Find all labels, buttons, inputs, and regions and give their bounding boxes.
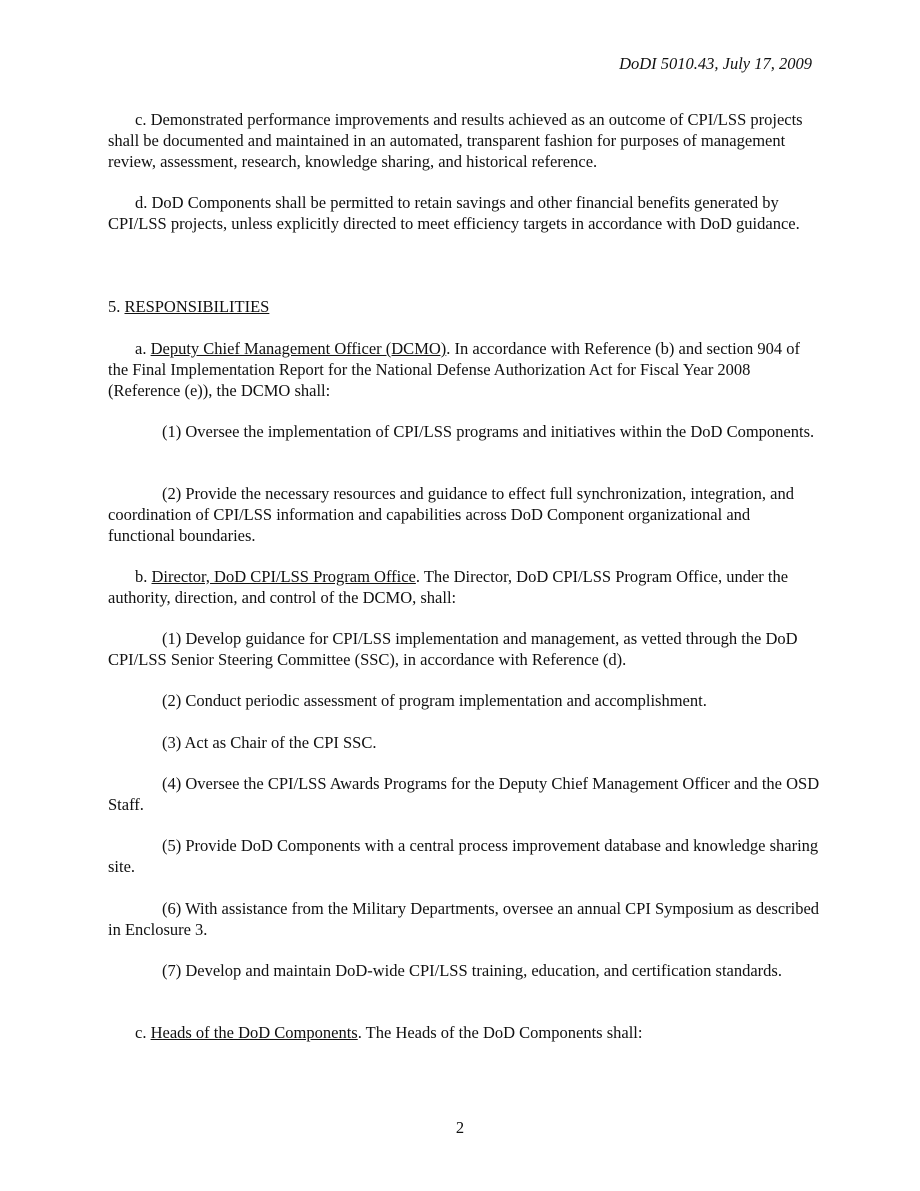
item-prefix: b. <box>135 567 152 586</box>
item-5b-2: (2) Conduct periodic assessment of program implementation and accomplishment. <box>162 691 707 710</box>
item-prefix: c. <box>135 1023 151 1042</box>
section-title: RESPONSIBILITIES <box>124 297 270 316</box>
section-number: 5. <box>108 297 125 316</box>
paragraph-5a-text: . In accordance with Reference (b) and section 904 of the Final Implementation Report for the National Defense Authorization Act for Fiscal Year 2008 (Reference (e)), the DCMO shall: <box>108 339 800 400</box>
paragraph-5b-text: . The Director, DoD CPI/LSS Program Office, under the authority, direction, and control of the DCMO, shall: <box>108 567 789 607</box>
paragraph-5b <box>108 567 820 609</box>
item-5b-7: (7) Develop and maintain DoD-wide CPI/LSS training, education, and certification standards. <box>162 961 782 980</box>
item-5b-4: (4) Oversee the CPI/LSS Awards Programs for the Deputy Chief Management Officer and the OSD Staff. <box>108 774 820 814</box>
paragraph-5a-title: Deputy Chief Management Officer (DCMO) <box>150 339 447 358</box>
paragraph-5c-text: . The Heads of the DoD Components shall: <box>357 1023 643 1042</box>
paragraph-4d: d. DoD Components shall be permitted to retain savings and other financial benefits generated by CPI/LSS projects, unless explicitly directed to meet efficiency targets in accordance with DoD guidance. <box>108 193 800 233</box>
item-5a-2: (2) Provide the necessary resources and guidance to effect full synchronization, integration, and coordination of CPI/LSS information and capabilities across DoD Component organizational and functional boundaries. <box>108 484 794 545</box>
item-5b-1: (1) Develop guidance for CPI/LSS implementation and management, as vetted through the DoD CPI/LSS Senior Steering Committee (SSC), in accordance with Reference (d). <box>108 629 798 669</box>
item-prefix: a. <box>135 339 151 358</box>
running-header: DoDI 5010.43, July 17, 2009 <box>619 54 812 73</box>
item-5b-3: (3) Act as Chair of the CPI SSC. <box>162 733 377 752</box>
paragraph-5c <box>108 1023 820 1044</box>
section-5-heading <box>108 297 820 318</box>
item-5b-6: (6) With assistance from the Military Departments, oversee an annual CPI Symposium as described in Enclosure 3. <box>108 899 820 939</box>
page-number: 2 <box>455 1118 465 1137</box>
item-5a-1: (1) Oversee the implementation of CPI/LSS programs and initiatives within the DoD Components. <box>162 422 815 441</box>
paragraph-4c: c. Demonstrated performance improvements and results achieved as an outcome of CPI/LSS projects shall be documented and maintained in an automated, transparent fashion for purposes of management review, assessment, research, knowledge sharing, and historical reference. <box>108 110 803 171</box>
paragraph-5c-title: Heads of the DoD Components <box>150 1023 358 1042</box>
paragraph-5a <box>108 339 820 401</box>
item-5b-5: (5) Provide DoD Components with a central process improvement database and knowledge sharing site. <box>108 836 819 876</box>
paragraph-5b-title: Director, DoD CPI/LSS Program Office <box>151 567 416 586</box>
